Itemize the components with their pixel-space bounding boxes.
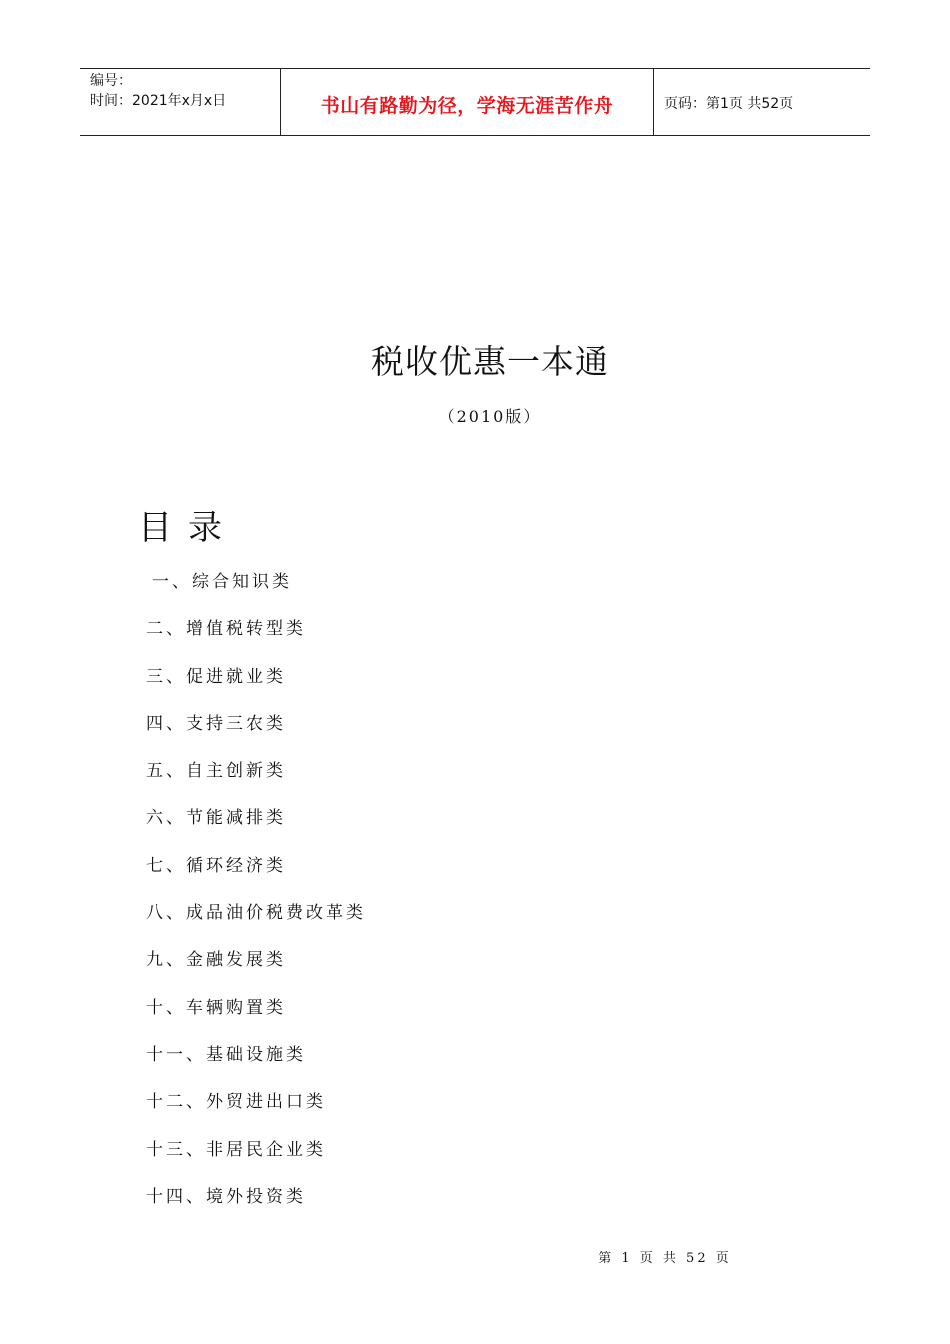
toc-item: 二、增值税转型类 bbox=[146, 619, 306, 640]
header-table bbox=[80, 68, 870, 136]
document-edition: （2010版） bbox=[438, 407, 542, 426]
header-page-info: 页码：第1页 共52页 bbox=[664, 96, 794, 112]
header-motto-cell bbox=[281, 69, 654, 135]
toc-item: 一、综合知识类 bbox=[152, 572, 292, 592]
toc-heading: 目录 bbox=[138, 508, 238, 548]
toc-item: 八、成品油价税费改革类 bbox=[146, 903, 366, 924]
time-label: 时间：2021年x月x日 bbox=[90, 93, 227, 109]
toc-item: 十三、非居民企业类 bbox=[146, 1139, 326, 1160]
header-meta-cell bbox=[80, 69, 281, 135]
toc-item: 十二、外贸进出口类 bbox=[146, 1092, 326, 1113]
toc-item: 十四、境外投资类 bbox=[146, 1186, 306, 1207]
toc-item: 十一、基础设施类 bbox=[146, 1044, 306, 1065]
toc-item: 三、促进就业类 bbox=[146, 666, 286, 687]
toc-item: 十、车辆购置类 bbox=[146, 997, 286, 1018]
toc-item: 九、金融发展类 bbox=[146, 950, 286, 971]
header-page-cell bbox=[654, 69, 870, 135]
toc-list bbox=[146, 570, 366, 1232]
toc-item: 七、循环经济类 bbox=[146, 855, 286, 876]
document-title: 税收优惠一本通 bbox=[371, 342, 609, 381]
serial-label: 编号： bbox=[90, 73, 132, 89]
toc-item: 四、支持三农类 bbox=[146, 713, 286, 734]
motto-text: 书山有路勤为径，学海无涯苦作舟 bbox=[320, 94, 614, 117]
page-footer: 第 1 页 共 52 页 bbox=[598, 1251, 732, 1266]
toc-item: 五、自主创新类 bbox=[146, 761, 286, 782]
toc-item: 六、节能减排类 bbox=[146, 808, 286, 829]
